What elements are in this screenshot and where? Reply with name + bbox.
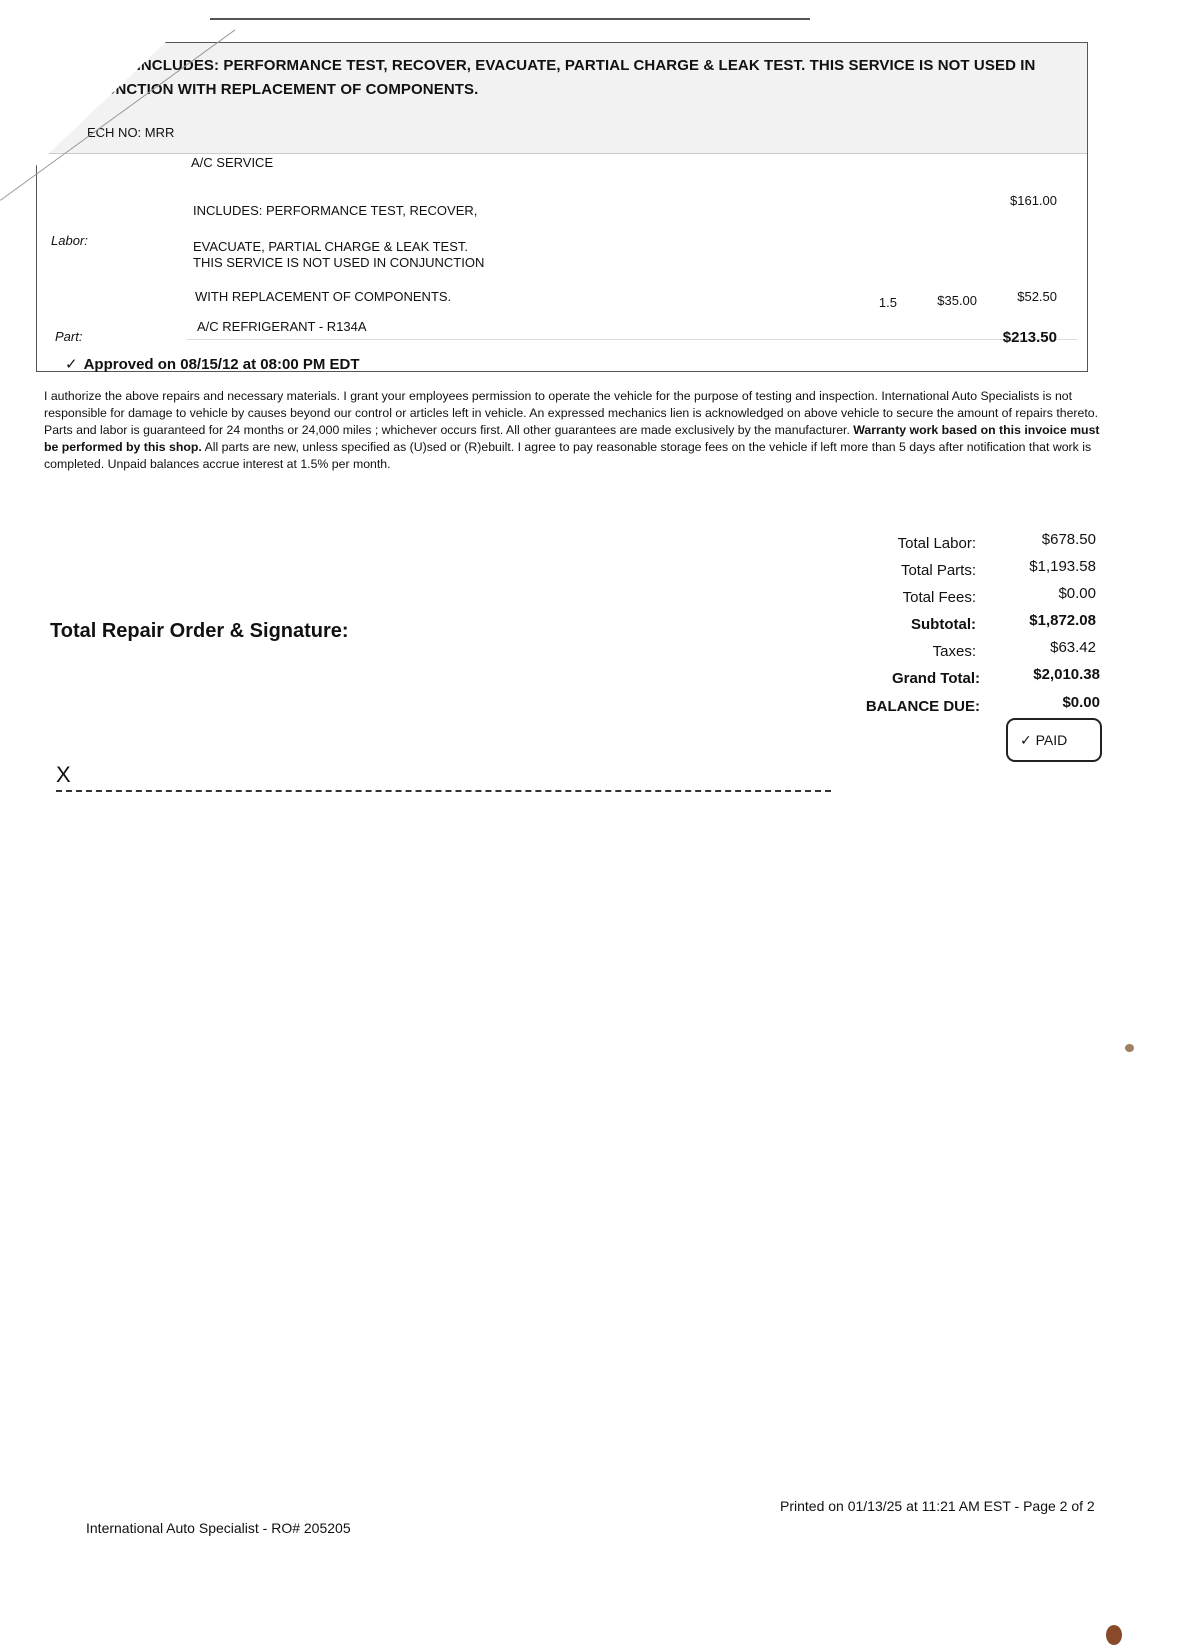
part-amount: $52.50 xyxy=(1017,289,1057,304)
footer-printed-on: Printed on 01/13/25 at 11:21 AM EST - Page 2 of 2 xyxy=(780,1498,1095,1514)
part-qty: 1.5 xyxy=(878,295,897,310)
part-description: A/C REFRIGERANT - R134A xyxy=(197,319,367,334)
terms-text-2: All parts are new, unless specified as (U)sed or (R)ebuilt. I agree to pay reasonable storage fees on the vehicle if left more than 5 days after notification that work is completed. Unpaid balances accrue interest at 1.5% per month. xyxy=(44,440,1092,471)
total-fees-label: Total Fees: xyxy=(902,589,976,606)
approval-line xyxy=(65,355,360,373)
paid-badge: ✓ PAID xyxy=(1006,718,1102,762)
total-parts-label: Total Parts: xyxy=(900,562,976,579)
service-header-line1: ICE INCLUDES: PERFORMANCE TEST, RECOVER, EVACUATE, PARTIAL CHARGE & LEAK TEST. THIS SERVICE IS NOT USED IN xyxy=(107,57,1036,74)
service-header-line2: JNCTION WITH REPLACEMENT OF COMPONENTS. xyxy=(107,81,479,98)
part-price: $35.00 xyxy=(937,293,977,308)
grand-total-value: $2,010.38 xyxy=(1033,666,1100,683)
service-title: A/C SERVICE xyxy=(191,155,274,170)
tech-number: ECH NO: MRR xyxy=(87,125,175,140)
authorization-terms xyxy=(44,388,1114,473)
footer-ro-number: International Auto Specialist - RO# 205205 xyxy=(86,1520,351,1536)
check-icon: ✓ xyxy=(65,356,78,373)
stain-spot xyxy=(1106,1625,1122,1645)
terms-warranty-bold: Warranty work based on this invoice must be performed by this shop. xyxy=(44,423,1100,454)
service-total: $213.50 xyxy=(1002,329,1057,346)
part-label: Part: xyxy=(55,329,83,344)
taxes-label: Taxes: xyxy=(932,643,976,660)
taxes-value: $63.42 xyxy=(1050,639,1096,656)
total-parts-value: $1,193.58 xyxy=(1029,558,1096,575)
subtotal-value: $1,872.08 xyxy=(1029,612,1096,629)
folded-corner xyxy=(0,0,210,200)
service-desc-line1: INCLUDES: PERFORMANCE TEST, RECOVER, xyxy=(193,203,478,218)
subtotal-label: Subtotal: xyxy=(911,616,976,633)
stain-spot-small xyxy=(1125,1044,1134,1052)
balance-due-value: $0.00 xyxy=(1062,694,1100,711)
signature-title: Total Repair Order & Signature: xyxy=(50,620,349,642)
total-labor-label: Total Labor: xyxy=(897,535,976,552)
service-desc-line2: EVACUATE, PARTIAL CHARGE & LEAK TEST. xyxy=(193,239,469,254)
total-fees-value: $0.00 xyxy=(1058,585,1096,602)
approval-text: Approved on 08/15/12 at 08:00 PM EDT xyxy=(83,356,360,373)
signature-line xyxy=(56,790,831,792)
labor-amount: $161.00 xyxy=(1010,193,1057,208)
service-desc-line4: WITH REPLACEMENT OF COMPONENTS. xyxy=(195,289,452,304)
service-desc-line3: THIS SERVICE IS NOT USED IN CONJUNCTION xyxy=(193,255,485,270)
grand-total-label: Grand Total: xyxy=(891,670,980,687)
scan-top-edge xyxy=(210,18,810,20)
signature-x-mark: X xyxy=(56,762,71,787)
labor-label: Labor: xyxy=(51,233,88,248)
total-labor-value: $678.50 xyxy=(1041,531,1096,548)
balance-due-label: BALANCE DUE: xyxy=(865,698,980,715)
terms-text-1: I authorize the above repairs and necessary materials. I grant your employees permission to operate the vehicle for the purpose of testing and inspection. International Auto Specialists is not responsible for damage to vehicle by causes beyond our control or articles left in vehicle. An expressed mechanics lien is acknowledged on above vehicle to secure the amount of repairs thereto. Parts and labor is guaranteed for 24 months or 24,000 miles ; whichever occurs first. All other guarantees are made exclusively by the manufacturer. xyxy=(44,389,1099,437)
